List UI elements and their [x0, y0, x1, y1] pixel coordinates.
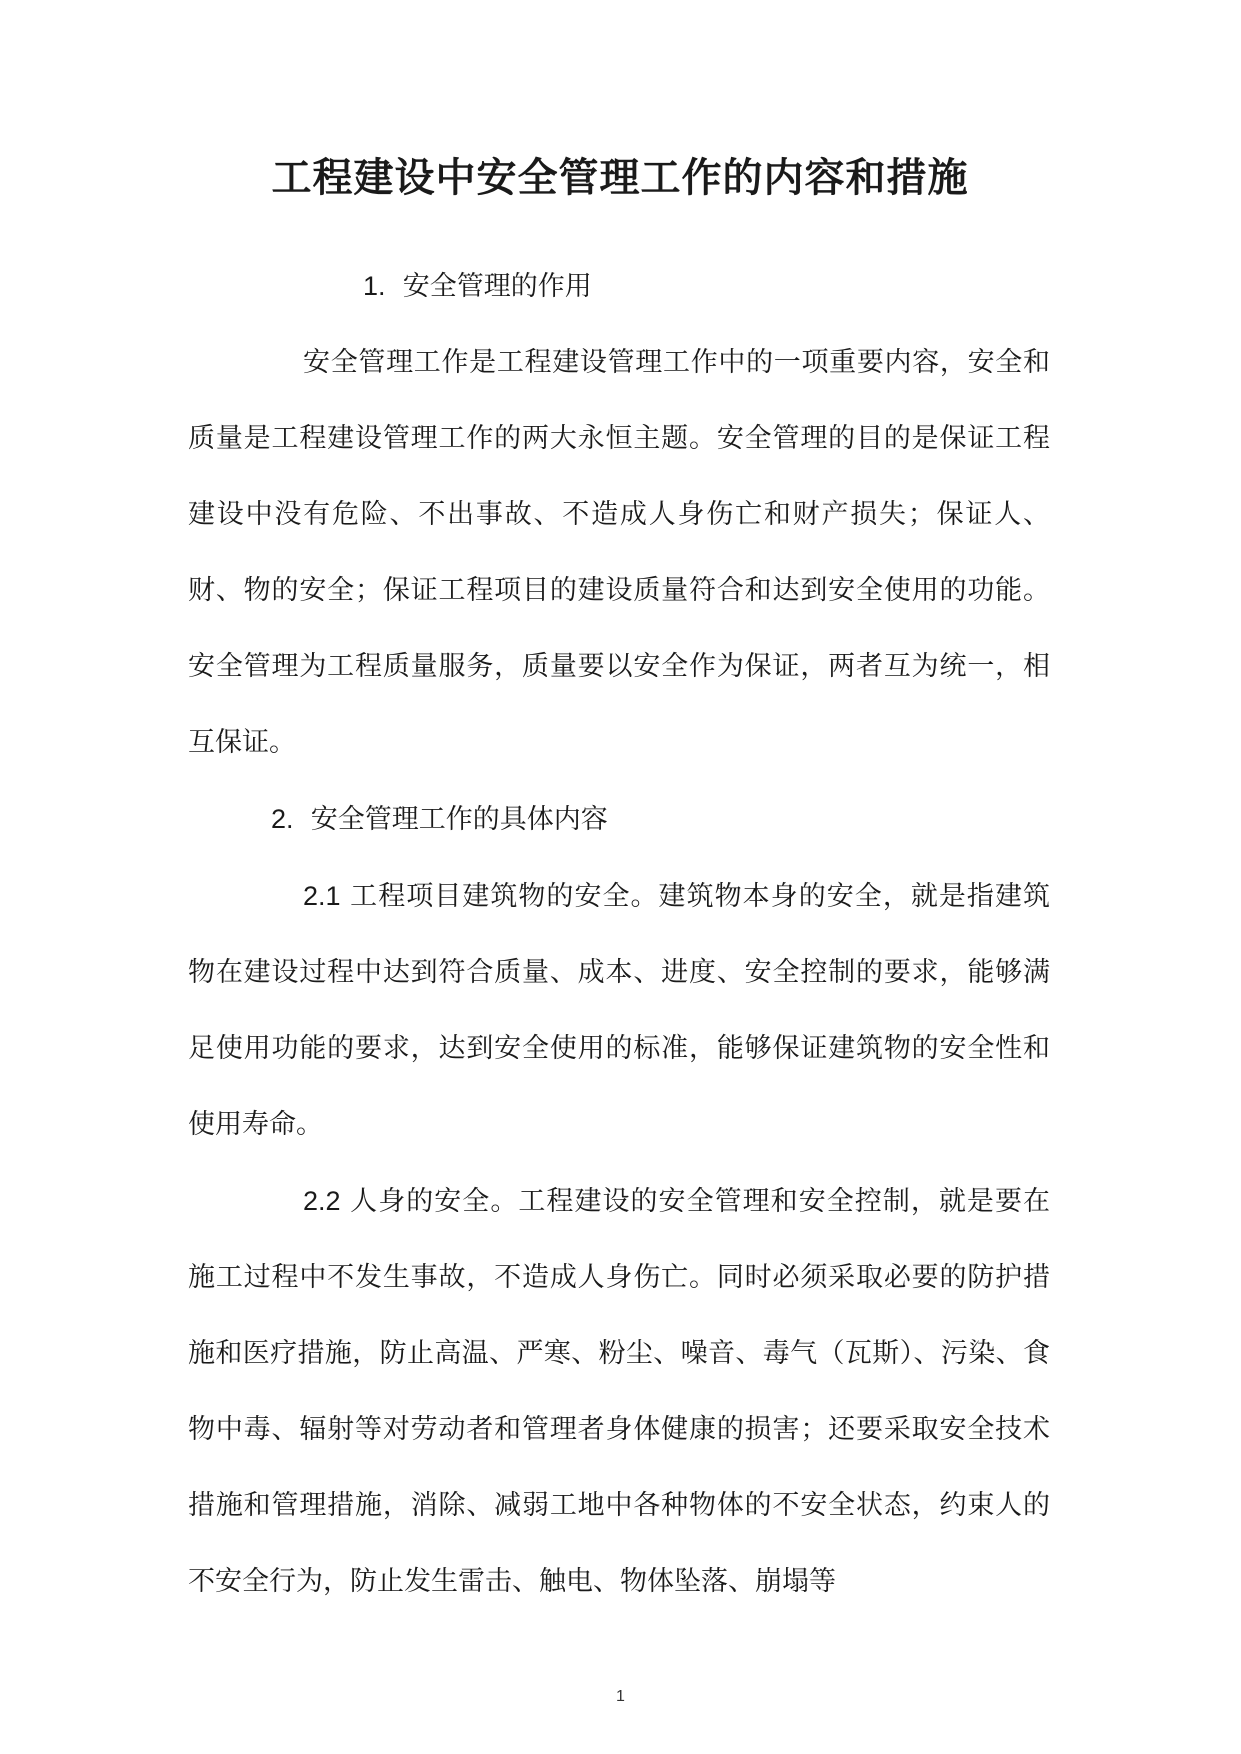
subsection-text: 人身的安全。工程建设的安全管理和安全控制，就是要在施工过程中不发生事故，不造成人身伤亡。同时必须采取必要的防护措施和医疗措施，防止高温、严寒、粉尘、噪音、毒气（瓦斯）、污染、食物中毒、辐射等对劳动者和管理者身体健康的损害；还要采取安全技术措施和管理措施，消除、减弱工地中各种物体的不安全状态，约束人的不安全行为，防止发生雷击、触电、物体坠落、崩塌等: [188, 1186, 1050, 1597]
section-heading-2: [188, 781, 1050, 858]
subsection-number: 2.1: [303, 881, 341, 911]
subsection-number: 2.2: [303, 1186, 341, 1216]
document-title: 工程建设中安全管理工作的内容和措施: [271, 154, 969, 201]
section-number: 2.: [271, 804, 294, 834]
page-number: 1: [616, 1688, 625, 1705]
section-number: 1.: [363, 271, 386, 301]
section-heading-text: 安全管理的作用: [402, 271, 592, 302]
paragraph: 安全管理工作是工程建设管理工作中的一项重要内容，安全和质量是工程建设管理工作的两大永恒主题。安全管理的目的是保证工程建设中没有危险、不出事故、不造成人身伤亡和财产损失；保证人、财、物的安全；保证工程项目的建设质量符合和达到安全使用的功能。安全管理为工程质量服务，质量要以安全作为保证，两者互为统一，相互保证。: [188, 347, 1050, 758]
subsection-paragraph-2-2: [188, 1163, 1050, 1620]
section-heading-1: [188, 248, 1050, 325]
document-body: [188, 248, 1050, 1620]
subsection-paragraph-2-1: [188, 858, 1050, 1163]
subsection-text: 工程项目建筑物的安全。建筑物本身的安全，就是指建筑物在建设过程中达到符合质量、成本、进度、安全控制的要求，能够满足使用功能的要求，达到安全使用的标准，能够保证建筑物的安全性和使用寿命。: [188, 881, 1050, 1140]
section-heading-text: 安全管理工作的具体内容: [310, 804, 608, 835]
